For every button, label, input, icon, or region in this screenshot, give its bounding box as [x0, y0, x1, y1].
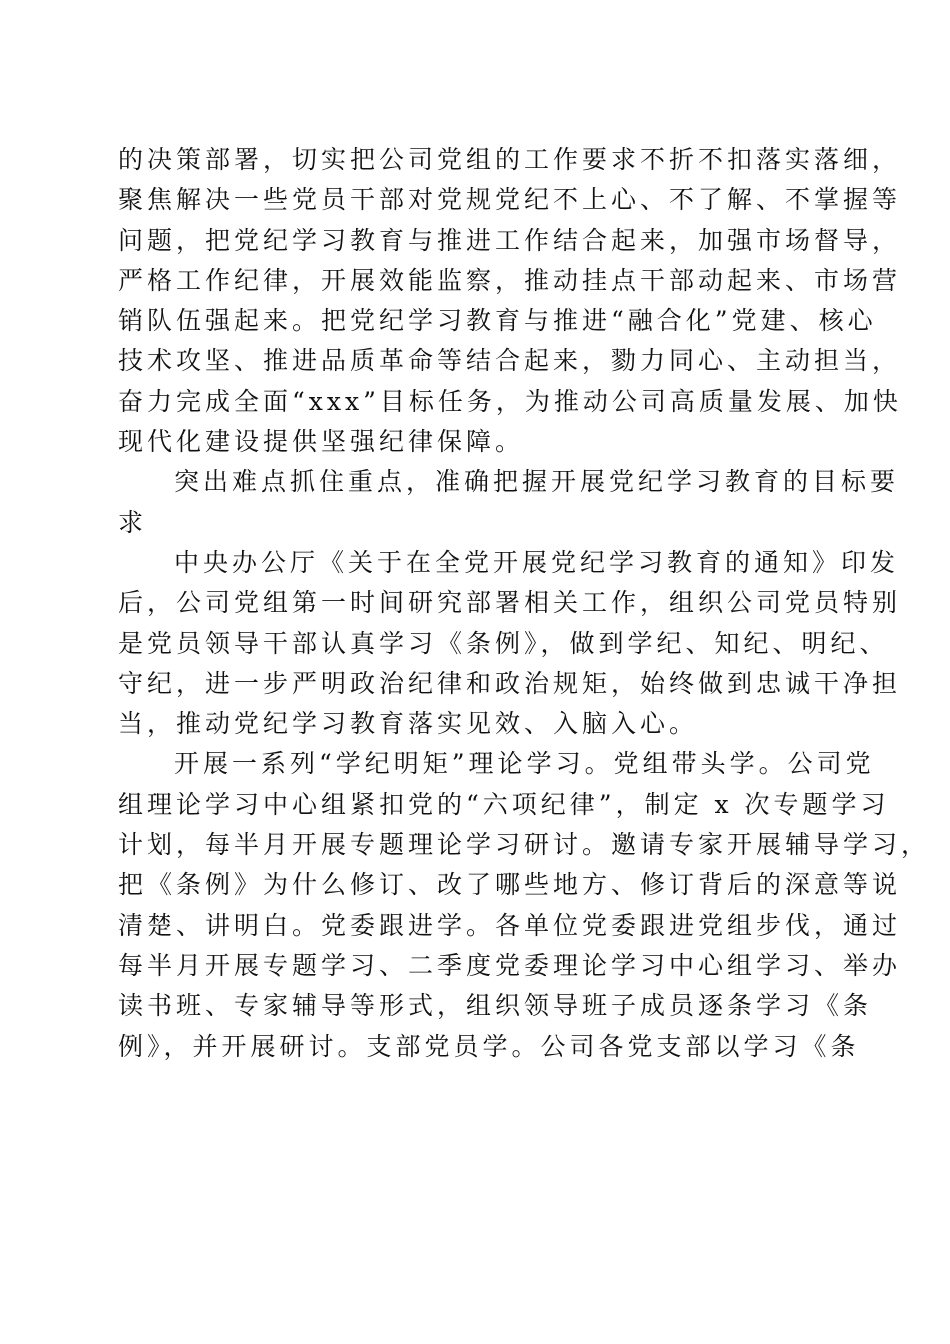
text-line: 现代化建设提供坚强纪律保障。	[118, 427, 525, 457]
text-line: 计划，每半月开展专题理论学习研讨。邀请专家开展辅导学习，	[118, 830, 931, 860]
text-line: 的决策部署，切实把公司党组的工作要求不折不扣落实落细，	[118, 145, 902, 174]
text-line: 中央办公厅《关于在全党开展党纪学习教育的通知》印发	[174, 547, 900, 577]
paragraph	[118, 543, 902, 744]
text-line: 后，公司党组第一时间研究部署相关工作，组织公司党员特别	[118, 588, 902, 618]
paragraph	[118, 744, 931, 1066]
text-line: 是党员领导干部认真学习《条例》，做到学纪、知纪、明纪、	[118, 628, 889, 658]
text-line: 技术攻坚、推进品质革命等结合起来，勠力同心、主动担当，	[118, 346, 902, 376]
text-line: 组理论学习中心组紧扣党的“六项纪律”，制定 x 次专题学习	[118, 789, 890, 819]
text-line: 求	[118, 507, 148, 537]
text-line: 开展一系列“学纪明矩”理论学习。党组带头学。公司党	[174, 749, 875, 779]
paragraph	[118, 140, 902, 462]
text-line: 例》，并开展研讨。支部党员学。公司各党支部以学习《条	[118, 1031, 860, 1061]
text-line: 聚焦解决一些党员干部对党规党纪不上心、不了解、不掌握等	[118, 185, 902, 215]
document-body	[118, 140, 931, 1067]
text-line: 突出难点抓住重点，准确把握开展党纪学习教育的目标要	[174, 467, 900, 497]
text-line: 清楚、讲明白。党委跟进学。各单位党委跟进党组步伐，通过	[118, 910, 902, 940]
section-heading	[118, 462, 900, 543]
text-line: 奋力完成全面“xxx”目标任务，为推动公司高质量发展、加快	[118, 386, 902, 416]
text-line: 读书班、专家辅导等形式，组织领导班子成员逐条学习《条	[118, 991, 873, 1021]
text-line: 问题，把党纪学习教育与推进工作结合起来，加强市场督导，	[118, 225, 902, 255]
text-line: 守纪，进一步严明政治纪律和政治规矩，始终做到忠诚干净担	[118, 668, 902, 698]
text-line: 销队伍强起来。把党纪学习教育与推进“融合化”党建、核心	[118, 306, 877, 336]
text-line: 严格工作纪律，开展效能监察，推动挂点干部动起来、市场营	[118, 265, 902, 295]
text-line: 把《条例》为什么修订、改了哪些地方、修订背后的深意等说	[118, 870, 902, 900]
text-line: 当，推动党纪学习教育落实见效、入脑入心。	[118, 709, 699, 739]
text-line: 每半月开展专题学习、二季度党委理论学习中心组学习、举办	[118, 950, 902, 980]
